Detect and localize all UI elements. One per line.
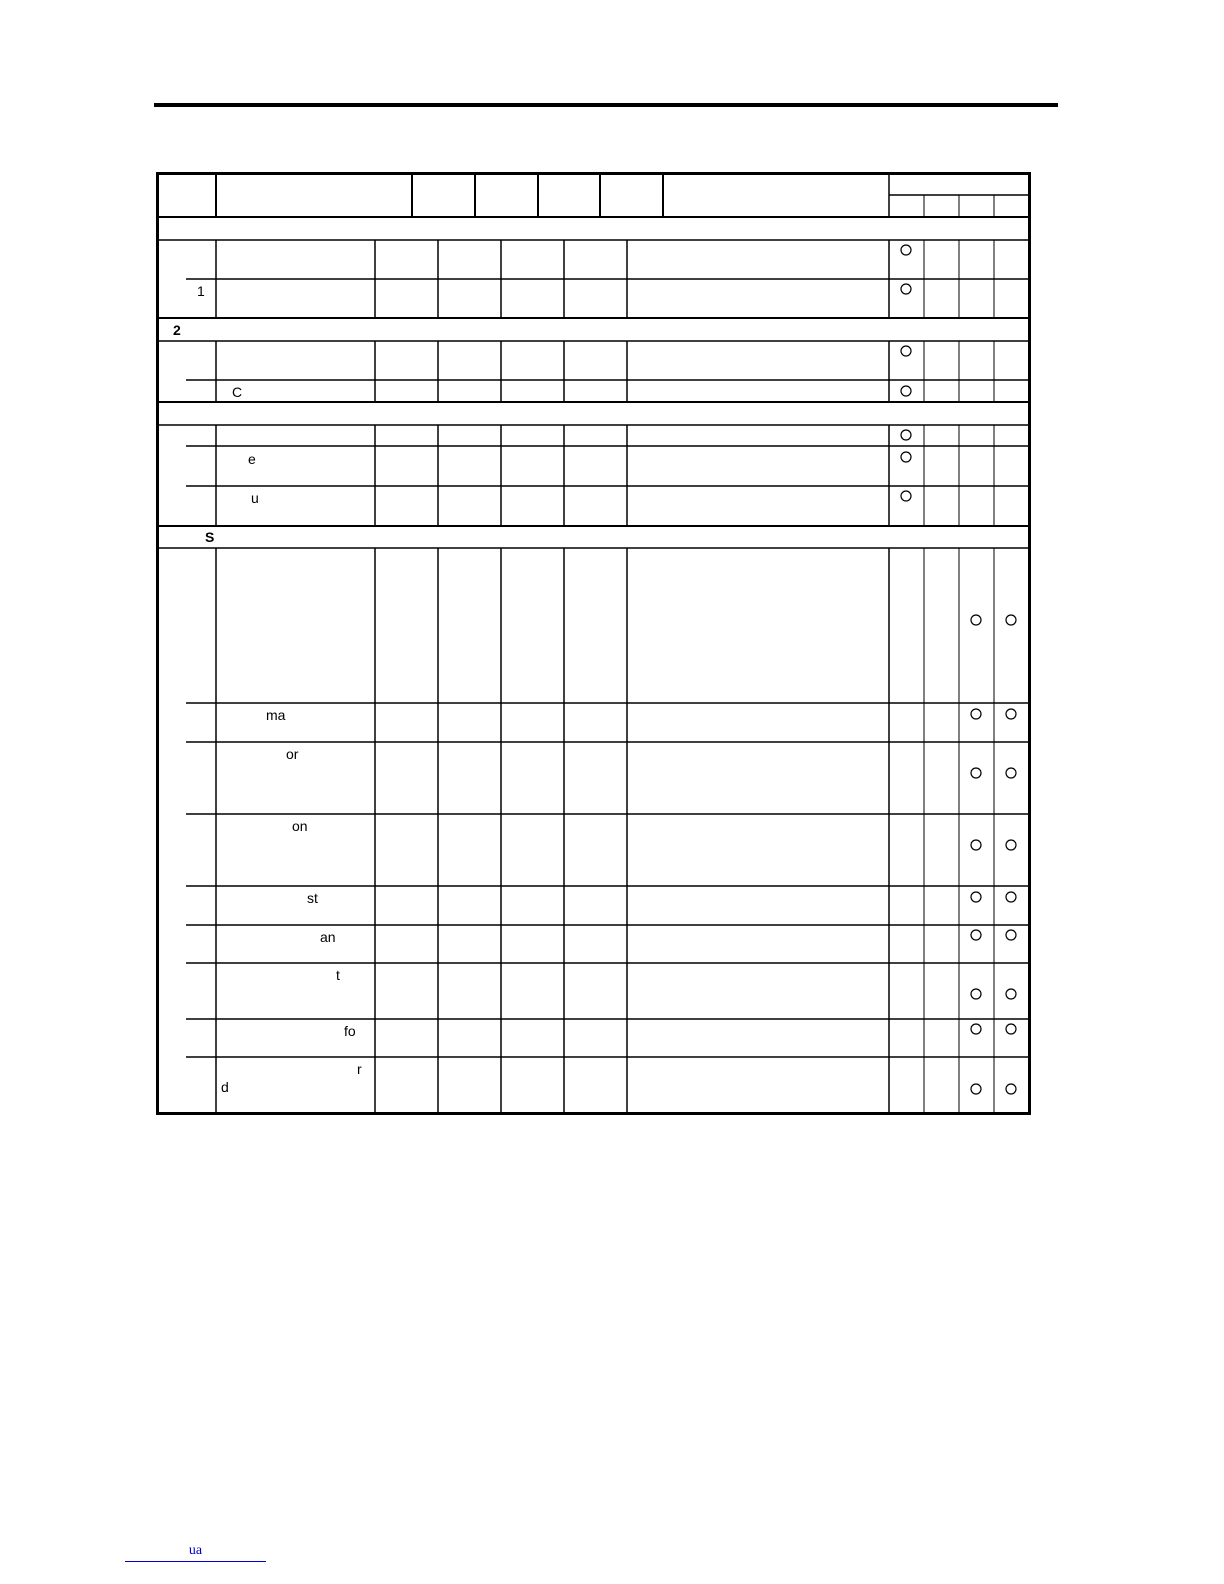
circle-mark bbox=[971, 615, 981, 625]
circle-mark bbox=[901, 284, 911, 294]
row-label: e bbox=[248, 451, 256, 467]
circle-mark bbox=[901, 245, 911, 255]
circle-mark bbox=[1006, 709, 1016, 719]
circle-mark bbox=[971, 989, 981, 999]
row-label: ma bbox=[266, 707, 286, 723]
row-label: C bbox=[232, 384, 243, 400]
circle-mark bbox=[901, 386, 911, 396]
row-label: fo bbox=[344, 1023, 356, 1039]
circle-mark bbox=[971, 709, 981, 719]
circle-mark bbox=[901, 491, 911, 501]
row-label: on bbox=[292, 818, 308, 834]
circle-mark bbox=[971, 768, 981, 778]
circle-mark bbox=[1006, 768, 1016, 778]
circle-mark bbox=[901, 452, 911, 462]
section-title: 2 bbox=[173, 322, 181, 338]
row-label: d bbox=[221, 1079, 229, 1095]
row-label: an bbox=[320, 929, 336, 945]
circle-mark bbox=[971, 892, 981, 902]
circle-mark bbox=[1006, 615, 1016, 625]
row-label: u bbox=[251, 490, 259, 506]
circle-mark bbox=[1006, 930, 1016, 940]
circle-mark bbox=[971, 1024, 981, 1034]
circle-mark bbox=[971, 930, 981, 940]
row-label: r bbox=[357, 1061, 362, 1077]
circle-mark bbox=[1006, 892, 1016, 902]
circle-mark bbox=[901, 346, 911, 356]
section-title: S bbox=[205, 529, 215, 545]
row-label: t bbox=[336, 967, 340, 983]
circle-mark bbox=[901, 430, 911, 440]
circle-mark bbox=[1006, 1084, 1016, 1094]
circle-mark bbox=[971, 1084, 981, 1094]
circle-mark bbox=[1006, 1024, 1016, 1034]
row-label: st bbox=[307, 890, 318, 906]
circle-mark bbox=[971, 840, 981, 850]
table-border bbox=[158, 174, 1030, 1114]
circle-mark bbox=[1006, 840, 1016, 850]
footer-link[interactable]: ua bbox=[125, 1543, 266, 1562]
circle-mark bbox=[1006, 989, 1016, 999]
row-label: or bbox=[286, 746, 299, 762]
row-label: 1 bbox=[197, 283, 205, 299]
